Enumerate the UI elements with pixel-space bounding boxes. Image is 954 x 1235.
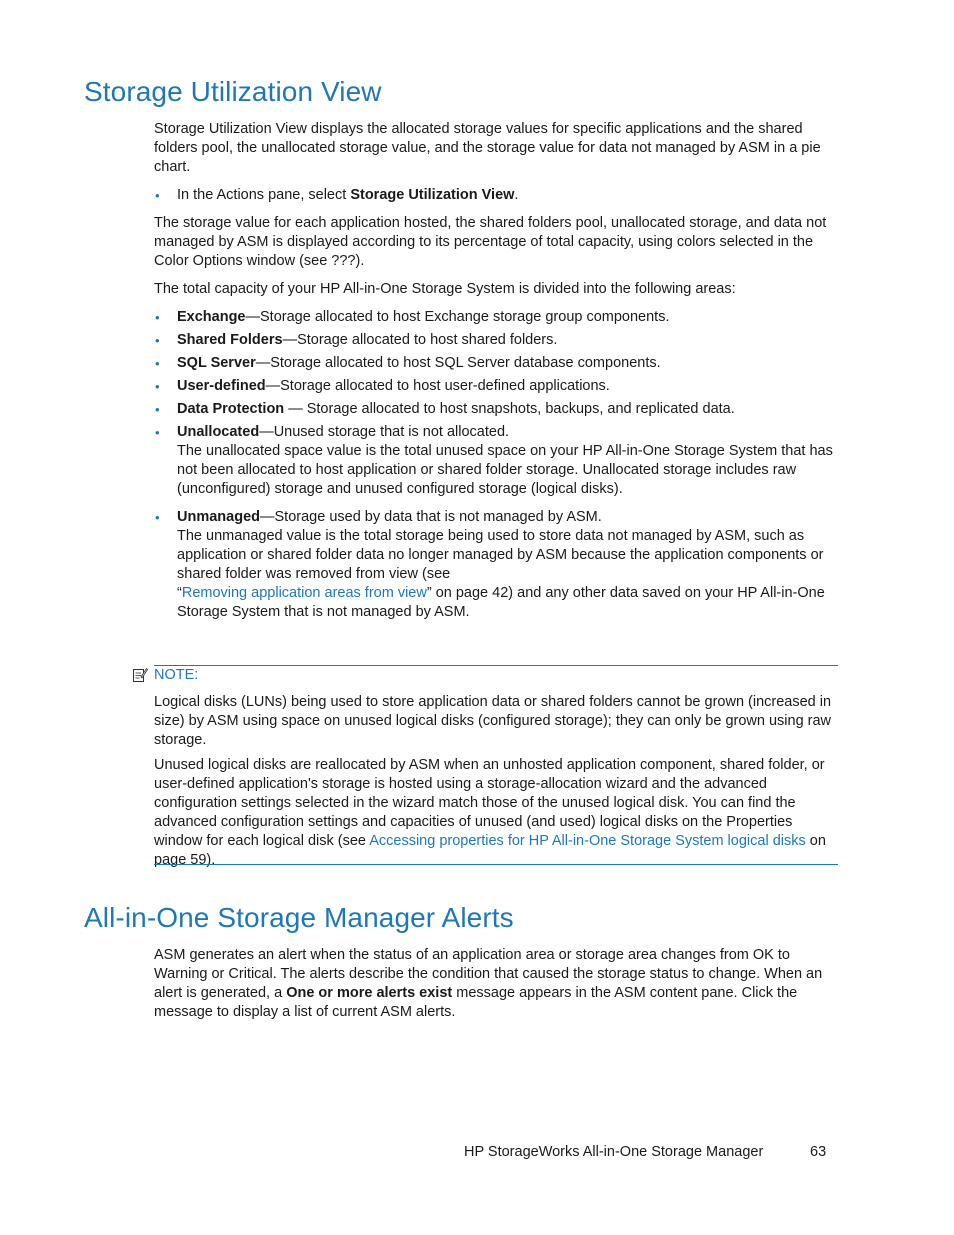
- bullet-icon: •: [155, 356, 160, 371]
- note-paragraph-2: Unused logical disks are reallocated by ASM when an unhosted application component, shared folder, or user-defined application's storage is hosted using a storage-allocation wizard and the advanced configuration settings selected in the wizard match those of the unused logical disk. You can find the advanced configuration settings and capacities of unused (and used) logical disks on the Properties window for each logical disk (see Accessing properties for HP All-in-One Storage System logical disks on page 59).: [154, 757, 826, 868]
- note-body: [154, 693, 834, 879]
- alert-message-term: One or more alerts exist: [286, 985, 453, 1001]
- description-paragraph: The storage value for each application hosted, the shared folders pool, unallocated storage, and data not managed by ASM is displayed according to its percentage of total capacity, using colors selected in the Color Options window (see ???).: [154, 215, 827, 269]
- list-item: • SQL Server—Storage allocated to host SQL Server database components.: [155, 355, 661, 371]
- bullet-icon: •: [155, 188, 160, 203]
- bullet-icon: •: [155, 402, 160, 417]
- list-item: • Unmanaged—Storage used by data that is not managed by ASM. The unmanaged value is the total storage being used to store data not managed by ASM, such as application or shared folder data no longer managed by ASM because the application components or shared folder was removed from view (see “Removing application areas from view” on page 42) and any other data saved on your HP All-in-One Storage System that is not managed by ASM.: [154, 508, 834, 622]
- section-storage-utilization-body: [154, 120, 834, 631]
- section-title-alerts: All-in-One Storage Manager Alerts: [84, 902, 514, 933]
- bullet-icon: •: [155, 333, 160, 348]
- bullet-icon: •: [155, 425, 160, 440]
- capacity-paragraph: The total capacity of your HP All-in-One Storage System is divided into the following areas:: [154, 281, 736, 297]
- note-pencil-icon: [132, 667, 148, 683]
- list-item: • In the Actions pane, select Storage Utilization View.: [155, 187, 519, 203]
- list-item: • User-defined—Storage allocated to host user-defined applications.: [155, 378, 610, 394]
- removing-application-areas-link[interactable]: Removing application areas from view: [181, 585, 427, 601]
- bullet-icon: •: [155, 310, 160, 325]
- unallocated-detail: The unallocated space value is the total unused space on your HP All-in-One Storage System that has not been allocated to host application or shared folder storage. Unallocated storage includes raw (unconfigured) storage and unused configured storage (logical disks).: [177, 443, 833, 497]
- bullet-icon: •: [155, 379, 160, 394]
- unmanaged-detail: The unmanaged value is the total storage being used to store data not managed by ASM, such as application or shared folder data no longer managed by ASM because the application components or shared folder was removed from view (see “Removing application areas from view” on page 42) and any other data saved on your HP All-in-One Storage System that is not managed by ASM.: [177, 528, 825, 620]
- section-title-storage-utilization-view: Storage Utilization View: [84, 76, 382, 107]
- note-bottom-rule: [154, 864, 838, 865]
- footer-title: HP StorageWorks All-in-One Storage Manager: [464, 1144, 764, 1160]
- note-label: NOTE:: [154, 667, 199, 683]
- alerts-paragraph: ASM generates an alert when the status of an application area or storage area changes from OK to Warning or Critical. The alerts describe the condition that caused the storage status to change. When an alert is generated, a One or more alerts exist message appears in the ASM content pane. Click the message to display a list of current ASM alerts.: [154, 947, 823, 1020]
- note-paragraph-1: Logical disks (LUNs) being used to store application data or shared folders cannot be grown (increased in size) by ASM using space on unused logical disks (configured storage); they can only be grown using raw storage.: [154, 694, 832, 748]
- note-header: [132, 667, 198, 683]
- accessing-properties-link[interactable]: Accessing properties for HP All-in-One Storage System logical disks: [369, 833, 806, 849]
- list-item: • Unallocated—Unused storage that is not allocated. The unallocated space value is the total unused space on your HP All-in-One Storage System that has not been allocated to host application or shared folder storage. Unallocated storage includes raw (unconfigured) storage and unused configured storage (logical disks).: [155, 424, 833, 497]
- note-top-rule: [154, 665, 838, 666]
- action-list: [154, 186, 834, 205]
- ui-term: Storage Utilization View: [350, 187, 515, 203]
- list-item: • Shared Folders—Storage allocated to host shared folders.: [155, 332, 558, 348]
- intro-paragraph: Storage Utilization View displays the allocated storage values for specific applications and the shared folders pool, the unallocated storage value, and the storage value for data not managed by ASM in a pie chart.: [154, 121, 821, 175]
- list-item: • Data Protection — Storage allocated to host snapshots, backups, and replicated data.: [155, 401, 735, 417]
- areas-list: [154, 308, 834, 622]
- page-number: 63: [810, 1144, 827, 1160]
- bullet-icon: •: [155, 510, 160, 525]
- list-item: • Exchange—Storage allocated to host Exchange storage group components.: [155, 309, 670, 325]
- section-alerts-body: [154, 946, 834, 1031]
